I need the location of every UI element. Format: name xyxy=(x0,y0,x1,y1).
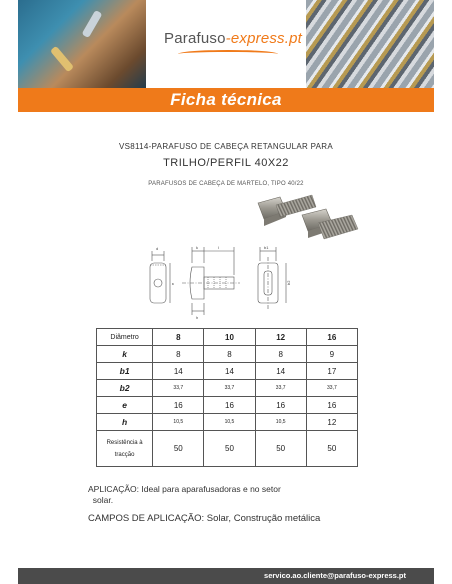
table-row xyxy=(97,380,358,397)
table-cell: 14 xyxy=(255,363,306,380)
page-footer xyxy=(18,568,434,584)
product-title-line1: VS8114-PARAFUSO DE CABEÇA RETANGULAR PARA xyxy=(119,142,333,151)
page-header xyxy=(18,0,434,92)
brand-swoosh-icon xyxy=(178,50,278,58)
dim-label-k: k xyxy=(196,245,198,250)
brand-name: Parafuso xyxy=(164,30,226,47)
table-cell: 16 xyxy=(153,397,204,414)
row-label: b2 xyxy=(97,380,153,397)
table-cell: 9 xyxy=(306,346,357,363)
table-cell: 10,5 xyxy=(204,414,255,431)
end-view-shape xyxy=(150,263,166,303)
table-row xyxy=(97,397,358,414)
dim-label-d: d xyxy=(156,246,159,251)
table-cell: 33,7 xyxy=(306,380,357,397)
table-cell: 16 xyxy=(255,397,306,414)
table-row xyxy=(97,363,358,380)
table-cell: 16 xyxy=(204,397,255,414)
row-label: b1 xyxy=(97,363,153,380)
table-cell: 33,7 xyxy=(255,380,306,397)
banner-title: Ficha técnica xyxy=(170,90,282,109)
dim-label-l: l xyxy=(218,245,219,250)
dim-label-e: e xyxy=(170,282,175,285)
application-line2: solar. xyxy=(92,495,114,505)
table-cell: 16 xyxy=(306,397,357,414)
product-subtitle: PARAFUSOS DE CABEÇA DE MARTELO, TIPO 40/22 xyxy=(148,181,304,187)
row-label: k xyxy=(97,346,153,363)
hand-icon xyxy=(50,46,74,73)
product-title-line2: TRILHO/PERFIL 40X22 xyxy=(163,157,289,169)
title-banner xyxy=(18,88,434,112)
bolt-right-icon xyxy=(302,209,358,239)
table-cell: 8 xyxy=(204,346,255,363)
application-line1: APLICAÇÃO: Ideal para aparafusadoras e no setor xyxy=(88,484,281,494)
table-cell: 50 xyxy=(306,431,357,467)
table-header-cell: 10 xyxy=(204,329,255,346)
application-text xyxy=(88,484,348,506)
table-row-resistance xyxy=(97,431,358,467)
table-cell: 50 xyxy=(204,431,255,467)
table-cell: 50 xyxy=(255,431,306,467)
row-label: h xyxy=(97,414,153,431)
table-cell: 33,7 xyxy=(153,380,204,397)
table-cell: 17 xyxy=(306,363,357,380)
table-cell: 8 xyxy=(255,346,306,363)
table-cell: 8 xyxy=(153,346,204,363)
resistance-label-line2: tracção xyxy=(114,451,135,458)
table-row xyxy=(97,414,358,431)
table-header-cell: 12 xyxy=(255,329,306,346)
header-photo-screws xyxy=(306,0,434,92)
table-header-cell: 8 xyxy=(153,329,204,346)
footer-email-link[interactable]: servico.ao.cliente@parafuso-express.pt xyxy=(264,571,406,580)
dim-label-b1: b1 xyxy=(264,245,269,250)
table-cell: 10,5 xyxy=(255,414,306,431)
brand-logo xyxy=(164,30,302,47)
table-cell: 50 xyxy=(153,431,204,467)
table-cell: 14 xyxy=(204,363,255,380)
application-fields: CAMPOS DE APLICAÇÃO: Solar, Construção metálica xyxy=(88,513,321,524)
header-photo-tools xyxy=(18,0,146,92)
dim-label-h: h xyxy=(196,315,199,320)
table-header-label: Diâmetro xyxy=(97,329,153,346)
row-label: e xyxy=(97,397,153,414)
technical-drawing xyxy=(142,243,302,323)
table-cell: 14 xyxy=(153,363,204,380)
table-cell: 12 xyxy=(306,414,357,431)
resistance-label-line1: Resistência à xyxy=(106,439,143,446)
screwdriver-icon xyxy=(82,10,103,38)
table-row xyxy=(97,346,358,363)
dim-label-b2: b2 xyxy=(286,280,291,285)
table-cell: 33,7 xyxy=(204,380,255,397)
row-label-resistance xyxy=(97,431,153,467)
table-header-row xyxy=(97,329,358,346)
brand-accent: -express.pt xyxy=(225,30,303,47)
table-header-cell: 16 xyxy=(306,329,357,346)
table-cell: 10,5 xyxy=(153,414,204,431)
spec-table xyxy=(96,328,358,467)
